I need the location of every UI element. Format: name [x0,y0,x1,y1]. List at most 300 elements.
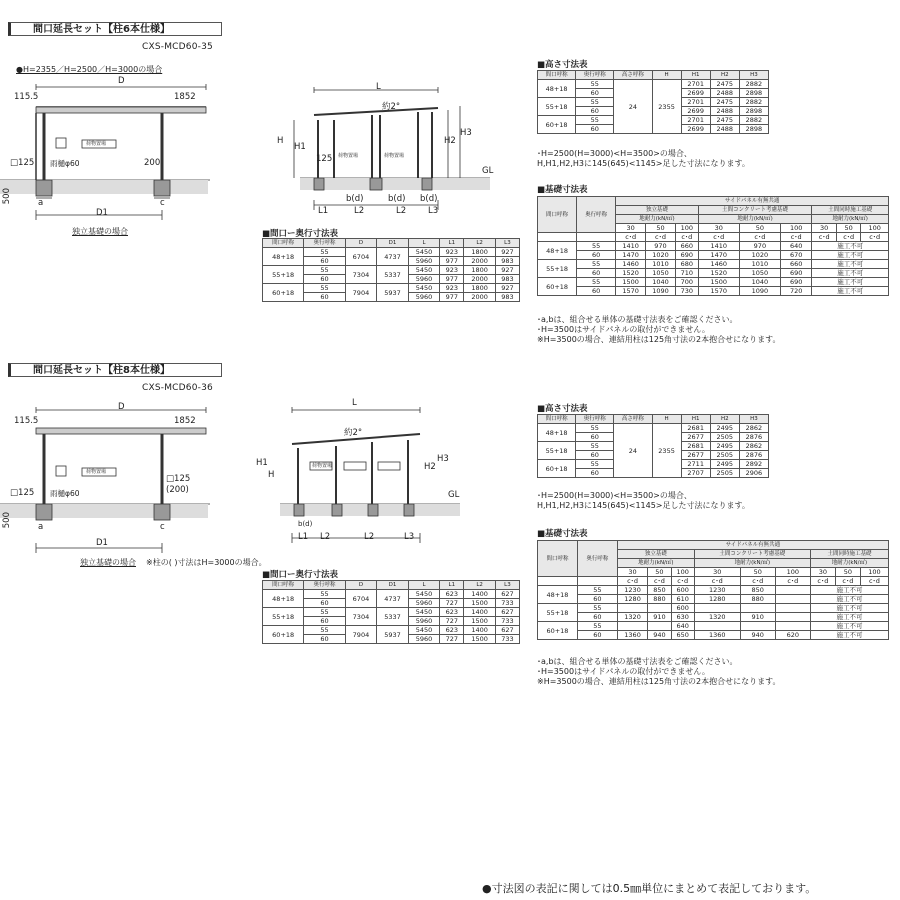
front2-angle: 約2° [344,428,363,438]
table-cell: 1470 [616,251,646,260]
table-header-row [538,71,769,80]
table-cell [775,586,810,595]
side1-gutter: 雨樋φ60 [50,159,80,168]
column-header: 土間コンクリート考慮基礎 [694,550,810,559]
column-header: H1 [681,415,710,424]
table-cell: 施工不可 [810,586,888,595]
table-cell: 24 [614,424,652,478]
table-cell: 2711 [681,460,710,469]
table-cell: c･d [810,577,835,586]
table-cell: 923 [440,266,464,275]
table-cell: 2701 [681,116,710,125]
height-table-2 [537,414,769,478]
table-cell: 1020 [646,251,676,260]
table-cell: 60 [577,269,616,278]
front2-gl: GL [448,490,460,500]
column-header: 地耐力(kN/㎡) [812,215,889,224]
table-cell: 720 [780,287,812,296]
table-cell: c･d [836,233,860,242]
side2-gutter: 雨樋φ60 [50,489,80,498]
table-cell: 55 [576,424,614,433]
column-header: H [652,415,681,424]
column-header: 地耐力(kN/㎡) [810,559,888,568]
front1-l3: L3 [428,206,439,216]
table-cell: 5450 [408,626,440,635]
table-cell: 970 [646,242,676,251]
table-row [538,278,889,287]
table-cell: 6704 [345,248,377,266]
foundation-note: ※H=3500の場合、連結用柱は125角寸法の2本抱合せになります。 [537,677,781,686]
table-cell: 55 [304,284,345,293]
table-cell: 630 [671,613,694,622]
table-cell: 55 [304,590,345,599]
table-cell: 1360 [694,631,740,640]
table-cell: 977 [440,257,464,266]
table-row [263,608,520,617]
table-cell: 48+18 [538,80,576,98]
section1-title: 間口延長セット【柱6本仕様】 [8,22,222,36]
table-cell: c･d [646,233,676,242]
table-cell: 2488 [710,107,739,116]
table-cell: 60+18 [538,116,576,134]
table-cell: 1320 [694,613,740,622]
side1-height: 500 [2,188,12,205]
table-cell: 5960 [408,635,440,644]
table-cell: 2699 [681,89,710,98]
table-cell: 2898 [739,107,768,116]
table-cell: 1280 [694,595,740,604]
table-cell: 5450 [408,266,440,275]
table-cell: 5450 [408,608,440,617]
side1-left-off: 115.5 [14,92,39,102]
table-cell: 1500 [698,278,739,287]
table-cell: 1090 [646,287,676,296]
table-row [263,626,520,635]
foundation-note: ※H=3500の場合、連結用柱は125角寸法の2本抱合せになります。 [537,335,781,344]
table-row [263,590,520,599]
height-table-2-note2: H,H1,H2,H3に145(645)<1145>足した寸法になります。 [537,501,750,510]
table-cell: 650 [671,631,694,640]
table-cell: 2701 [681,80,710,89]
table-cell: 2681 [681,442,710,451]
table-cell [648,622,671,631]
table-cell: 1520 [616,269,646,278]
side1-right-off: 1852 [174,92,196,102]
table-cell: 60 [577,595,617,604]
table-cell: 48+18 [538,586,578,604]
table-cell: 733 [495,617,519,626]
front1-l1: L1 [318,206,329,216]
table-cell: 910 [740,613,775,622]
table-cell: 727 [440,635,464,644]
table-cell: 1410 [698,242,739,251]
side1-sign1: 荷物置場 [86,141,107,147]
column-header: 高さ呼称 [614,71,652,80]
table-cell: 1800 [464,248,496,257]
table-cell: 1500 [616,278,646,287]
table-cell: 55 [304,266,345,275]
table-cell: 60 [304,275,345,284]
table-cell: 2876 [739,451,768,460]
foundation-note: ･a,bは、組合せる単体の基礎寸法表をご確認ください。 [537,315,738,324]
column-header: D [345,581,377,590]
table-cell: 1570 [698,287,739,296]
table-cell: 1020 [739,251,780,260]
table-header-row [263,581,520,590]
table-cell: 48+18 [538,424,576,442]
size-table-2 [262,580,520,644]
front1-h1: H1 [294,142,306,152]
table-cell: 50 [740,568,775,577]
side2-d: D [118,402,125,412]
table-cell: 5960 [408,257,440,266]
table-cell: 2882 [739,80,768,89]
table-cell: c･d [739,233,780,242]
table-row [538,622,889,631]
table-cell: 7904 [345,284,377,302]
table-cell: 60+18 [538,278,577,296]
table-cell: 7304 [345,608,377,626]
front2-sign: 荷物置場 [312,463,333,469]
table-cell: 2862 [739,442,768,451]
table-cell: 4737 [377,248,409,266]
table-row [538,586,889,595]
table-cell: 923 [440,284,464,293]
section1-model: CXS-MCD60-35 [142,42,213,52]
column-header: H3 [739,415,768,424]
side2-left-off: 115.5 [14,416,39,426]
column-header: 間口呼称 [538,71,576,80]
table-cell: 60 [304,635,345,644]
front1-bd3: b(d) [420,194,438,204]
table-cell: 2699 [681,107,710,116]
table-cell [648,604,671,613]
table-cell [577,577,617,586]
table-cell: 690 [780,278,812,287]
table-cell: 690 [780,269,812,278]
table-cell: 30 [812,224,836,233]
table-cell [740,622,775,631]
table-cell: 1360 [617,631,647,640]
front-view-diagram-2 [260,400,490,550]
side1-post-r: 200 [144,158,161,168]
table-cell: 55 [576,116,614,125]
table-cell [775,613,810,622]
table-cell: 施工不可 [812,269,889,278]
table-cell: 55 [577,604,617,613]
table-cell: 1090 [739,287,780,296]
table-cell: 60 [577,287,616,296]
table-cell: 2000 [464,257,496,266]
table-cell: 6704 [345,590,377,608]
column-header: L1 [440,239,464,248]
table-cell: 5960 [408,293,440,302]
table-cell: 60 [304,257,345,266]
table-cell: 2475 [710,80,739,89]
table-cell: 60+18 [263,626,304,644]
table-cell: 50 [648,568,671,577]
table-row [538,595,889,604]
side2-post: □125 [10,488,35,498]
table-cell: 5960 [408,617,440,626]
table-cell: 100 [775,568,810,577]
table-cell: 1460 [616,260,646,269]
table-cell: 690 [675,251,698,260]
table-cell: 55 [576,80,614,89]
table-cell: 1500 [464,635,496,644]
side1-post: □125 [10,158,35,168]
table-cell: c･d [694,577,740,586]
column-header: L2 [464,239,496,248]
front2-l1: L1 [298,532,309,542]
table-row [263,266,520,275]
column-header: 地耐力(kN/㎡) [616,215,698,224]
column-header: 高さ呼称 [614,415,652,424]
column-header: D1 [377,581,409,590]
column-header: H2 [710,415,739,424]
table-cell: 1400 [464,626,496,635]
foundation-table-2-notes [537,657,781,687]
table-header-row [538,541,889,550]
column-header: 独立基礎 [617,550,694,559]
table-cell: 55 [577,586,617,595]
table-cell: 60+18 [538,460,576,478]
table-cell: 2488 [710,89,739,98]
table-cell: 1050 [646,269,676,278]
table-cell: 733 [495,599,519,608]
table-cell: 施工不可 [812,260,889,269]
table-cell: c･d [812,233,836,242]
table-cell: 660 [675,242,698,251]
table-row [263,284,520,293]
section1-h-note: ●H=2355／H=2500／H=3000の場合 [16,65,163,74]
table-cell: c･d [835,577,860,586]
column-header: H [652,71,681,80]
column-header: 地耐力(kN/㎡) [694,559,810,568]
side1-d1: D1 [96,208,108,218]
table-cell: 55 [576,98,614,107]
table-cell: 940 [740,631,775,640]
table-cell: 48+18 [263,590,304,608]
front2-l3: L3 [404,532,415,542]
table-cell [538,577,578,586]
table-cell: 600 [671,586,694,595]
column-header: L [408,581,440,590]
column-header: 間口呼称 [538,415,576,424]
table-cell: 60 [576,89,614,98]
table-cell: 2495 [710,460,739,469]
table-cell: 55 [577,278,616,287]
table-header-row [538,415,769,424]
table-cell: 60 [304,617,345,626]
column-header: サイドパネル有無共通 [617,541,888,550]
column-header: サイドパネル有無共通 [616,197,889,206]
table-row [538,269,889,278]
table-header-row [538,233,889,242]
table-cell: 1470 [698,251,739,260]
side2-c: c [160,522,165,532]
table-cell: 施工不可 [810,622,888,631]
table-cell: 施工不可 [812,242,889,251]
table-cell: 2876 [739,433,768,442]
table-cell: c･d [698,233,739,242]
table-cell: 2677 [681,433,710,442]
height-table-1-note2: H,H1,H2,H3に145(645)<1145>足した寸法になります。 [537,159,750,168]
table-cell: 2475 [710,98,739,107]
table-row [538,613,889,622]
table-cell: 100 [780,224,812,233]
column-header: L1 [440,581,464,590]
table-cell: 55+18 [538,604,578,622]
table-cell [577,233,616,242]
table-cell: 627 [495,590,519,599]
column-header: 奥行呼称 [576,71,614,80]
table-cell: 660 [780,260,812,269]
table-cell: 施工不可 [810,604,888,613]
table-cell: 2862 [739,424,768,433]
table-cell: 1280 [617,595,647,604]
table-cell: 1460 [698,260,739,269]
side-view-diagram-2 [0,400,260,560]
table-cell: 5960 [408,275,440,284]
height-table-1-note1: ･H=2500(H=3000)<H=3500>の場合、 [537,149,692,158]
table-cell: 55 [577,242,616,251]
front2-bd: b(d) [298,520,313,528]
table-cell [617,604,647,613]
table-cell: 55+18 [538,98,576,116]
table-cell: 施工不可 [812,287,889,296]
column-header: D1 [377,239,409,248]
table-cell: c･d [861,233,889,242]
table-cell: 983 [495,257,519,266]
table-cell: 50 [835,568,860,577]
front2-h2: H2 [424,462,436,472]
table-row [538,604,889,613]
table-cell: c･d [775,577,810,586]
table-cell: 850 [740,586,775,595]
side2-a: a [38,522,44,532]
table-row [538,631,889,640]
table-cell [775,604,810,613]
table-cell: 1400 [464,608,496,617]
table-cell: c･d [780,233,812,242]
table-cell [775,595,810,604]
column-header: L3 [495,581,519,590]
table-cell: 施工不可 [810,595,888,604]
table-cell: c･d [648,577,671,586]
foundation-table-1-notes [537,315,781,345]
table-cell: 2505 [710,469,739,478]
column-header: 間口呼称 [263,581,304,590]
table-cell: 5450 [408,284,440,293]
table-cell: 2488 [710,125,739,134]
table-cell: 30 [810,568,835,577]
front1-h3: H3 [460,128,472,138]
table-row [538,251,889,260]
table-cell: 1040 [646,278,676,287]
table-cell: 2495 [710,424,739,433]
table-cell: 施工不可 [810,631,888,640]
table-cell: 727 [440,599,464,608]
table-cell: c･d [675,233,698,242]
table-cell: 670 [780,251,812,260]
column-header: L2 [464,581,496,590]
column-header: 間口呼称 [538,197,577,233]
column-header: H1 [681,71,710,80]
side1-a: a [38,198,44,208]
table-cell: 5337 [377,608,409,626]
table-cell: 60 [577,613,617,622]
table-cell: 1570 [616,287,646,296]
section2-caption-note: ※柱の( )寸法はH=3000の場合。 [146,558,267,567]
table-cell [740,604,775,613]
front2-h3: H3 [437,454,449,464]
front2-l: L [352,398,357,408]
table-cell: 60 [576,469,614,478]
size-table-2-heading: ■間口ー奥行寸法表 [262,570,339,580]
foundation-table-1 [537,196,889,296]
table-cell: 700 [675,278,698,287]
table-cell: 977 [440,275,464,284]
table-header-row [263,239,520,248]
table-cell: 60+18 [538,622,578,640]
table-cell: 50 [836,224,860,233]
table-cell: 970 [739,242,780,251]
column-header: 奥行呼称 [304,239,345,248]
side1-d: D [118,76,125,86]
column-header: 奥行呼称 [577,541,617,577]
table-cell: 1500 [464,599,496,608]
table-cell: 927 [495,266,519,275]
front1-gl: GL [482,166,494,176]
table-cell: c･d [617,577,647,586]
table-cell: 880 [648,595,671,604]
table-cell: 5450 [408,590,440,599]
table-cell: 100 [671,568,694,577]
table-cell: 927 [495,284,519,293]
table-cell: 2882 [739,98,768,107]
footer-note: ●寸法図の表記に関しては0.5㎜単位にまとめて表記しております。 [482,882,817,895]
table-cell: 1500 [464,617,496,626]
table-cell: 施工不可 [812,278,889,287]
table-cell [617,622,647,631]
table-cell: 1010 [646,260,676,269]
column-header: H3 [739,71,768,80]
table-cell: 880 [740,595,775,604]
column-header: 地耐力(kN/㎡) [617,559,694,568]
table-cell: 730 [675,287,698,296]
column-header: D [345,239,377,248]
front1-bd2: b(d) [388,194,406,204]
table-row [538,287,889,296]
table-cell: c･d [860,577,888,586]
table-cell: 2355 [652,424,681,478]
table-cell: 30 [617,568,647,577]
table-cell [538,233,577,242]
column-header: 独立基礎 [616,206,698,215]
side2-height: 500 [2,512,12,529]
table-cell: 1400 [464,590,496,599]
foundation-table-2-heading: ■基礎寸法表 [537,529,588,539]
table-cell: 1010 [739,260,780,269]
table-cell: 2505 [710,433,739,442]
column-header: 奥行呼称 [577,197,616,233]
table-cell: 60 [576,433,614,442]
table-cell: 55 [304,626,345,635]
section2-title: 間口延長セット【柱8本仕様】 [8,363,222,377]
table-row [263,248,520,257]
side1-c: c [160,198,165,208]
